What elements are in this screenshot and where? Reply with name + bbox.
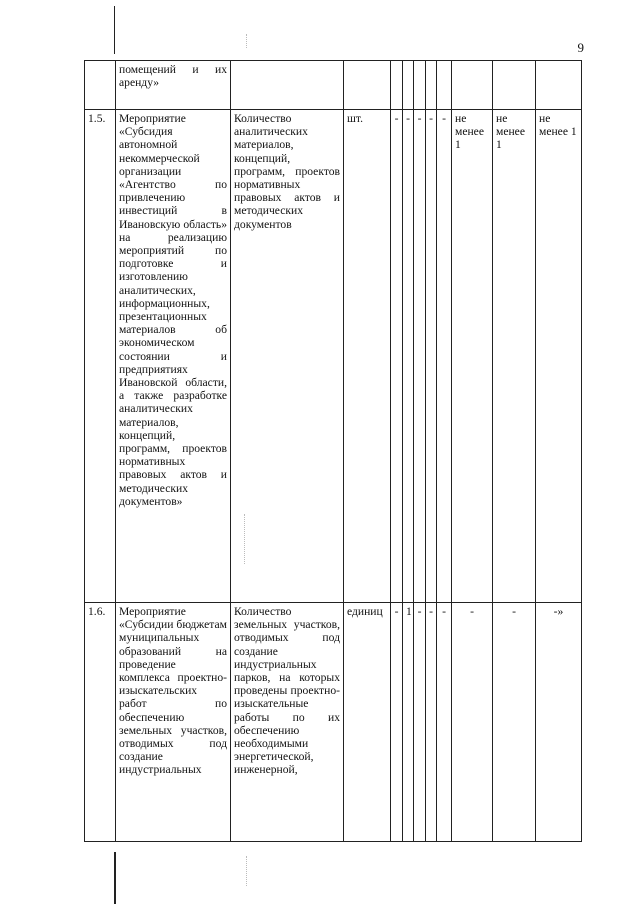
row-number [85,61,116,110]
value-cell: не менее 1 [452,110,493,603]
value-cell [426,61,437,110]
activity-cell: Мероприятие «Субсидия автономной некоммерческой организации «Агентство по привлечению инвестиций в Ивановскую область» на реализацию мероприятий по подготовке и изготовлению аналитических, информационных, презентационных материалов об экономическом состоянии и предприятиях Ивановской области, а также разработке аналитических материалов, концепций, программ, проектов нормативных правовых актов и методических документов» [116,110,231,603]
unit-cell: единиц [344,603,391,842]
row-number: 1.5. [85,110,116,603]
indicator-cell: Количество аналитических материалов, концепций, программ, проектов нормативных правовых актов и методических документов [231,110,344,603]
scan-artifact [246,34,249,48]
indicator-cell [231,61,344,110]
value-cell [391,61,403,110]
value-cell: - [391,110,403,603]
value-cell: - [414,110,426,603]
value-cell [493,61,536,110]
value-cell [536,61,582,110]
value-cell: - [437,110,452,603]
value-cell [403,61,414,110]
activity-cell: Мероприятие «Субсидии бюджетам муниципальных образований на проведение комплекса проектно-изыскательских работ по обеспечению земельных участков, отводимых под создание индустриальных [116,603,231,842]
row-number: 1.6. [85,603,116,842]
value-cell [452,61,493,110]
unit-cell: шт. [344,110,391,603]
value-cell: - [426,110,437,603]
value-cell: не менее 1 [536,110,582,603]
table-row [85,110,582,603]
value-cell: - [452,603,493,842]
value-cell: - [391,603,403,842]
table-row [85,61,582,110]
page-number: 9 [577,40,584,55]
table-row [85,603,582,842]
value-cell [414,61,426,110]
value-cell: - [493,603,536,842]
value-cell: - [414,603,426,842]
scan-artifact [246,856,249,886]
value-cell: 1 [403,603,414,842]
value-cell: - [403,110,414,603]
activity-cell: помещений и их аренду» [116,61,231,110]
value-cell: - [426,603,437,842]
indicators-table [84,60,582,842]
scan-margin-line-top [114,6,115,54]
value-cell: - [437,603,452,842]
value-cell [437,61,452,110]
scan-margin-line-bottom [114,852,116,904]
value-cell: не менее 1 [493,110,536,603]
indicator-cell: Количество земельных участков, отводимых под создание индустриальных парков, на которых проведены проектно-изыскательные работы по их обеспечению необходимыми энергетической, инженерной, [231,603,344,842]
value-cell: -» [536,603,582,842]
unit-cell [344,61,391,110]
